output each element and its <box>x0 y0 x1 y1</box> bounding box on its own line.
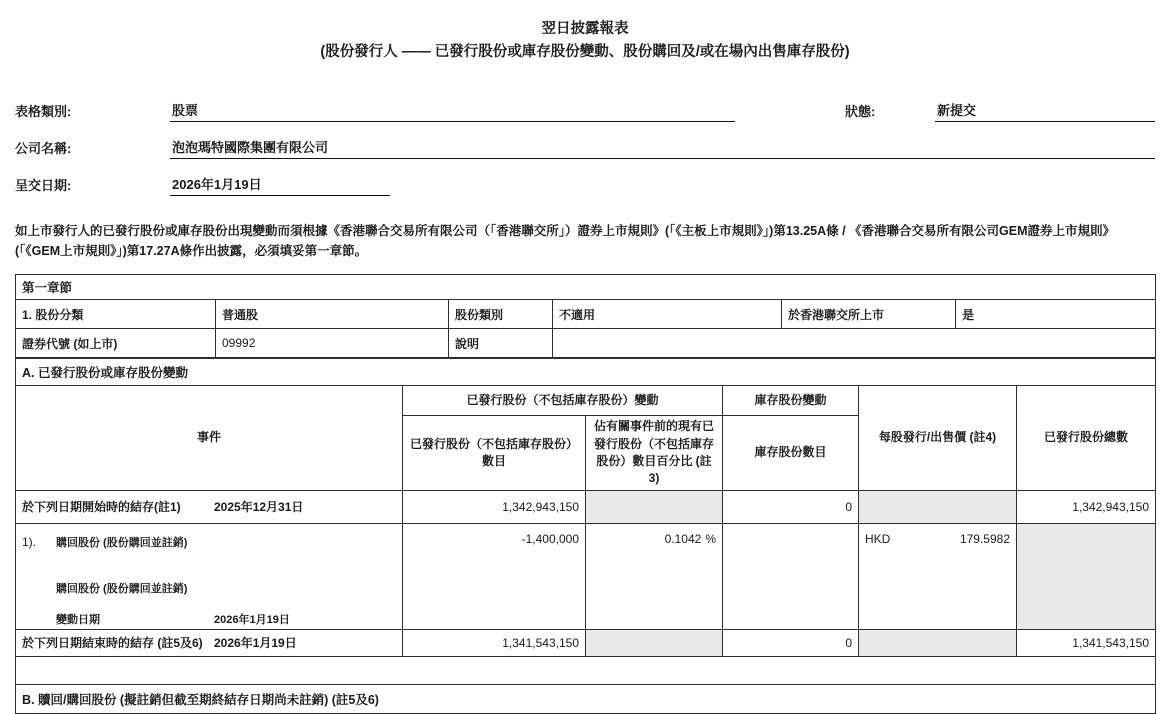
form-row-submit-date <box>15 172 1155 196</box>
page-title-line2: (股份發行人 —— 已發行股份或庫存股份變動、股份購回及/或在場內出售庫存股份) <box>320 44 850 61</box>
company-name-label: 公司名稱: <box>15 141 72 157</box>
section1-table <box>15 274 1156 358</box>
event1-total-cell-shaded <box>1017 523 1156 629</box>
page-title <box>15 18 1155 64</box>
stock-code-value: 09992 <box>216 329 449 358</box>
closing-balance-label-cell <box>16 629 403 656</box>
event1-change-date-line <box>56 611 396 627</box>
form-row-type-status <box>15 98 1155 122</box>
status-value: 新提交 <box>935 100 1155 122</box>
share-type-value: 不適用 <box>553 300 782 329</box>
intro-paragraph: 如上市發行人的已發行股份或庫存股份出現變動而須根據《香港聯合交易所有限公司（「香港聯交所」）證券上市規則》(「《主板上市規則》」)第13.25A條 / 《香港聯合交易所有限公司GEM證券上市規則》(「《GEM上市規則》」)第17.27A條作出披露，必須填妥第一章節。 <box>15 224 1116 258</box>
event1-percentage-cell <box>586 523 723 629</box>
closing-treasury-number: 0 <box>723 629 859 656</box>
page-title-line1: 翌日披露報表 <box>541 21 629 37</box>
sectionB-header: B. 贖回/購回股份 (擬註銷但截至期終結存日期尚未註銷) (註5及6) <box>16 684 1156 713</box>
event1-percentage-unit: % <box>705 531 716 546</box>
col-header-total-issued: 已發行股份總數 <box>1017 386 1156 491</box>
opening-issued-number: 1,342,943,150 <box>403 490 586 523</box>
col-header-percentage: 佔有關事件前的現有已發行股份（不包括庫存股份）數目百分比 (註3) <box>586 416 723 491</box>
listed-on-hkex-label: 於香港聯交所上市 <box>782 300 956 329</box>
section1-row-classification <box>16 300 1156 329</box>
description-value <box>553 329 1156 358</box>
closing-percentage-cell-shaded <box>586 629 723 656</box>
opening-balance-date: 2025年12月31日 <box>214 500 304 515</box>
opening-total-issued: 1,342,943,150 <box>1017 490 1156 523</box>
section1-header-row <box>16 275 1156 300</box>
event1-price-value: 179.5982 <box>959 531 1010 546</box>
share-class-value: 普通股 <box>216 300 449 329</box>
closing-balance-date: 2026年1月19日 <box>214 636 297 651</box>
opening-balance-row <box>16 490 1156 523</box>
col-header-treasury-number: 庫存股份數目 <box>723 416 859 491</box>
event1-buyback-row <box>16 523 1156 629</box>
opening-treasury-number: 0 <box>723 490 859 523</box>
closing-issued-number: 1,341,543,150 <box>403 629 586 656</box>
form-row-company <box>15 135 1155 159</box>
spacer-row <box>16 656 1156 684</box>
closing-balance-label: 於下列日期結束時的結存 (註5及6) <box>22 636 203 651</box>
col-header-treasury-change: 庫存股份變動 <box>723 386 859 416</box>
event1-price-cell <box>859 523 1017 629</box>
col-header-issued-number: 已發行股份（不包括庫存股份）數目 <box>403 416 586 491</box>
event1-change-date-value: 2026年1月19日 <box>214 613 290 626</box>
sectionA-column-header-row-1 <box>16 386 1156 416</box>
event1-index: 1). <box>22 534 37 549</box>
event1-change-date-label: 變動日期 <box>56 613 100 626</box>
closing-total-issued: 1,341,543,150 <box>1017 629 1156 656</box>
form-header-fields <box>15 98 1155 196</box>
section1-header: 第一章節 <box>16 275 1156 300</box>
submit-date-label: 呈交日期: <box>15 178 72 194</box>
section1-row-stock-code <box>16 329 1156 358</box>
share-class-label: 1. 股份分類 <box>16 300 216 329</box>
sectionA-table <box>15 358 1156 714</box>
event1-subtitle: 購回股份 (股份購回並註銷) <box>56 582 188 595</box>
stock-code-label: 證券代號 (如上市) <box>16 329 216 358</box>
empty-cell <box>16 656 1156 684</box>
opening-balance-label-cell <box>16 490 403 523</box>
event1-title: 購回股份 (股份購回並註銷) <box>56 536 188 549</box>
share-type-label: 股份類別 <box>449 300 553 329</box>
event1-percentage-value: 0.1042 <box>664 531 702 546</box>
closing-price-cell-shaded <box>859 629 1017 656</box>
event1-line1 <box>22 534 396 550</box>
col-header-event: 事件 <box>16 386 403 491</box>
sectionB-header-row <box>16 684 1156 713</box>
col-header-issued-change: 已發行股份（不包括庫存股份）變動 <box>403 386 723 416</box>
status-label: 狀態: <box>845 104 876 120</box>
opening-percentage-cell-shaded <box>586 490 723 523</box>
event1-description-cell <box>16 523 403 629</box>
opening-price-cell-shaded <box>859 490 1017 523</box>
sectionA-header-row <box>16 359 1156 386</box>
company-name-value: 泡泡瑪特國際集團有限公司 <box>170 137 1155 159</box>
sectionA-header: A. 已發行股份或庫存股份變動 <box>16 359 1156 386</box>
submit-date-value: 2026年1月19日 <box>170 174 390 196</box>
event1-treasury-number-cell <box>723 523 859 629</box>
form-type-label: 表格類別: <box>15 104 72 120</box>
listed-on-hkex-value: 是 <box>956 300 1156 329</box>
event1-issued-number: -1,400,000 <box>403 523 586 629</box>
form-type-value: 股票 <box>170 100 735 122</box>
col-header-price-per-share: 每股發行/出售價 (註4) <box>859 386 1017 491</box>
event1-currency: HKD <box>865 531 891 546</box>
description-label: 說明 <box>449 329 553 358</box>
closing-balance-row <box>16 629 1156 656</box>
opening-balance-label: 於下列日期開始時的結存(註1) <box>22 500 181 515</box>
